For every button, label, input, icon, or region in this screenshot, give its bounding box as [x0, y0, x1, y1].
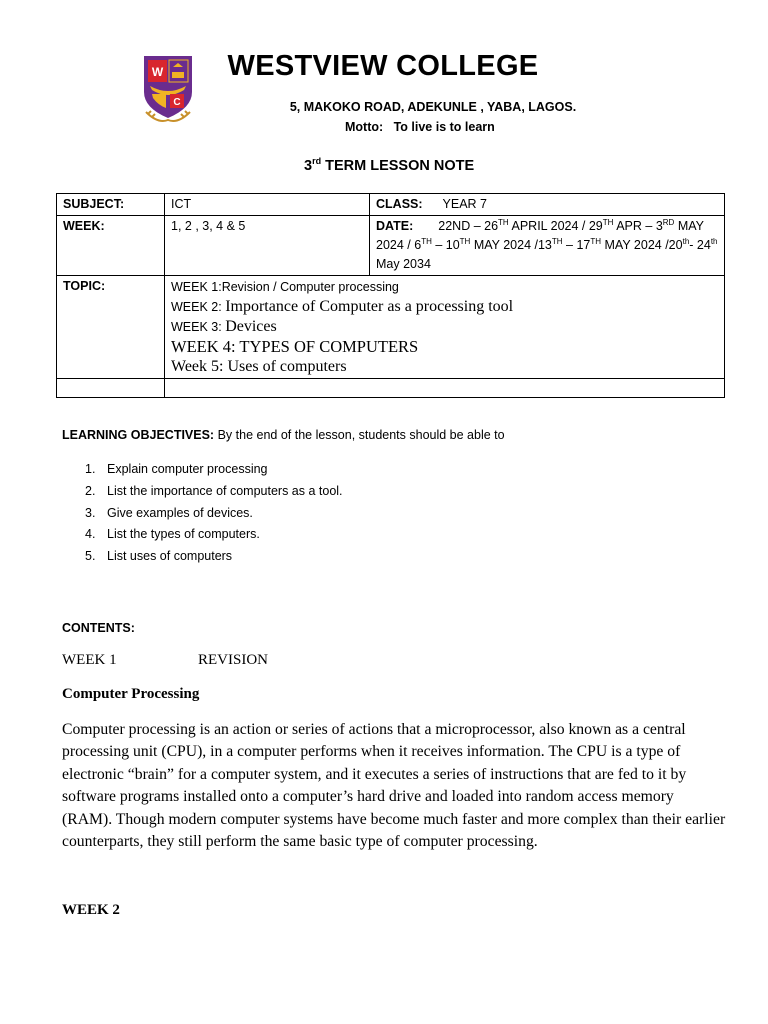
svg-text:W: W: [151, 65, 164, 79]
week-2-label: WEEK 2: [62, 902, 120, 918]
subject-value: ICT: [165, 194, 370, 216]
week-1-topic: REVISION: [198, 652, 268, 668]
college-address: [200, 100, 666, 114]
table-row: [57, 276, 725, 379]
college-motto: Motto: To live is to learn: [345, 120, 495, 134]
date-cell: DATE: 22ND – 26TH APRIL 2024 / 29TH APR – 3RD MAY 2024 / 6TH – 10TH MAY 2024 /13TH – 17TH MAY 2024 /20th- 24th May 2034: [370, 216, 725, 276]
lesson-note-title: 3rd TERM LESSON NOTE: [304, 156, 475, 174]
topic-week-1: WEEK 1:Revision / Computer processing: [171, 280, 399, 294]
table-row: [57, 379, 725, 398]
topic-label: TOPIC:: [57, 276, 165, 379]
list-item: 2. List the importance of computers as a tool.: [85, 483, 343, 498]
objectives-list: [85, 462, 343, 571]
learning-objectives-intro: LEARNING OBJECTIVES: By the end of the lesson, students should be able to: [62, 428, 505, 442]
college-crest-logo: [140, 50, 196, 126]
topic-week-4: WEEK 4: TYPES OF COMPUTERS: [171, 337, 419, 356]
week-value: 1, 2 , 3, 4 & 5: [165, 216, 370, 276]
list-item: 1. Explain computer processing: [85, 462, 268, 476]
week-label: WEEK:: [57, 216, 165, 276]
week-1-label: WEEK 1: [62, 652, 117, 668]
topic-week-3: WEEK 3: Devices: [171, 318, 277, 335]
body-paragraph: Computer processing is an action or series of actions that a microprocessor, also known as a central processing unit (CPU), in a computer performs when it receives information. The CPU is a type of electronic “brain” for a computer system, and it executes a series of instructions that are fed to it by software programs installed onto a computer’s hard drive and loaded into random access memory (RAM). Though modern computer systems have become much faster and more complex than their earlier counterparts, they still perform the same basic type of computer processing.: [62, 721, 726, 851]
empty-cell: [165, 379, 725, 398]
topic-week-2: WEEK 2: Importance of Computer as a processing tool: [171, 298, 514, 315]
class-value: YEAR 7: [442, 197, 487, 211]
lesson-info-table: [56, 193, 725, 398]
section-heading: Computer Processing: [62, 686, 200, 702]
list-item: 3. Give examples of devices.: [85, 505, 253, 520]
table-row: [57, 194, 725, 216]
empty-cell: [57, 379, 165, 398]
topic-cell: [165, 276, 725, 379]
subject-label: SUBJECT:: [57, 194, 165, 216]
address-text: 5, MAKOKO ROAD, ADEKUNLE , YABA, LAGOS.: [289, 100, 577, 114]
svg-text:C: C: [173, 97, 181, 108]
list-item: 4. List the types of computers.: [85, 527, 260, 542]
college-name: WESTVIEW COLLEGE: [227, 50, 539, 82]
contents-heading: CONTENTS:: [62, 621, 135, 635]
topic-week-5: Week 5: Uses of computers: [171, 358, 347, 375]
class-cell: CLASS: YEAR 7: [370, 194, 725, 216]
table-row: [57, 216, 725, 276]
list-item: 5. List uses of computers: [85, 549, 233, 564]
